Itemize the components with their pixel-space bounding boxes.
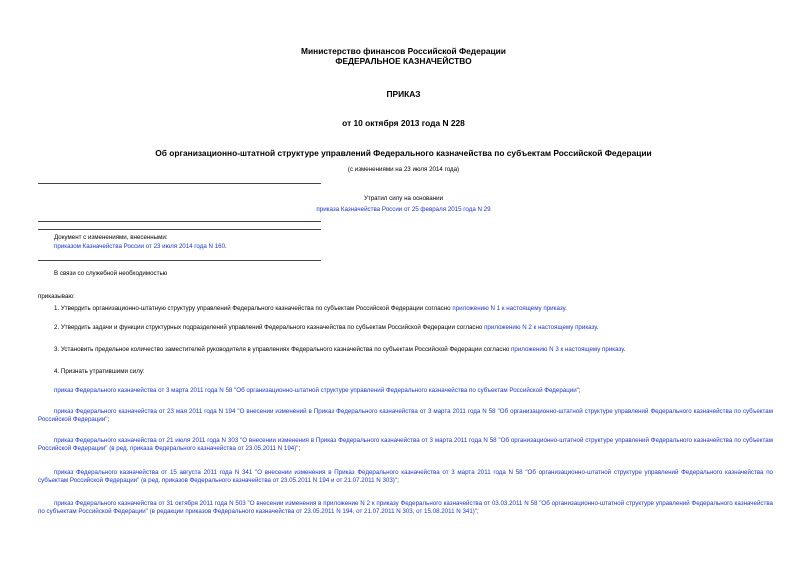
repeal-item-4: приказ Федерального казначейства от 15 августа 2011 года N 341 "О внесении изменения в Приказ Федерального казначейства от 3 марта 2011 года N 58 "Об организационно-штатной структуре управлений Федерального казначейства по субъектам Российской Федерации" (в ред. приказов Федерального казначейства от 23.05.2011 N 194 и от 21.07.2011 N 303)";	[38, 469, 773, 485]
order-word: приказываю:	[38, 293, 75, 300]
doc-type: ПРИКАЗ	[386, 89, 421, 99]
item-2: 2. Утвердить задачи и функции структурных подразделений управлений Федерального казначейства по субъектам Российской Федерации согласно приложению N 2 к настоящему приказу.	[54, 324, 599, 331]
intro-text: В связи со служебной необходимостью	[54, 270, 168, 277]
appendix-2-link[interactable]: приложению N 2 к настоящему приказу	[484, 324, 597, 331]
doc-title: Об организационно-штатной структуре управлений Федерального казначейства по субъектам Российской Федерации	[155, 148, 652, 158]
doc-date: от 10 октября 2013 года N 228	[342, 118, 465, 128]
changes-link[interactable]: приказом Казначейства России от 23 июля 2014 года N 160	[54, 243, 226, 250]
changes-label: Документ с изменениями, внесенными:	[54, 234, 168, 241]
repeal-5-link[interactable]: приказ Федерального казначейства от 31 октября 2011 года N 503 "О внесении изменения в приложение N 2 к приказу Федерального казначейства от 03.03.2011 N 58 "Об организационно-штатной структуре управлений Федерального казначейства по субъектам Российской Федерации" (в редакции приказов Федерального казначейства от 23.05.2011 N 194, от 21.07.2011 N 303, от 15.08.2011 N 341)"	[38, 500, 773, 516]
divider	[38, 260, 321, 261]
agency-name: ФЕДЕРАЛЬНОЕ КАЗНАЧЕЙСТВО	[335, 56, 472, 66]
status-line: Утратил силу на основании	[363, 195, 444, 202]
repeal-2-link[interactable]: приказ Федерального казначейства от 23 мая 2011 года N 194 "О внесении изменений в Приказ Федерального казначейства от 3 марта 2011 года N 58 "Об организационно-штатной структуре управлений Федерального казначейства по субъектам Российской Федерации"	[38, 408, 773, 424]
ministry-name: Министерство финансов Российской Федерации	[301, 46, 506, 56]
appendix-1-link[interactable]: приложению N 1 к настоящему приказу	[452, 305, 566, 312]
repeal-4-link[interactable]: приказ Федерального казначейства от 15 августа 2011 года N 341 "О внесении изменения в Приказ Федерального казначейства от 3 марта 2011 года N 58 "Об организационно-штатной структуре управлений Федерального казначейства по субъектам Российской Федерации" (в ред. приказов Федерального казначейства от 23.05.2011 N 194 и от 21.07.2011 N 303)"	[38, 469, 773, 485]
repeal-item-2: приказ Федерального казначейства от 23 мая 2011 года N 194 "О внесении изменений в Приказ Федерального казначейства от 3 марта 2011 года N 58 "Об организационно-штатной структуре управлений Федерального казначейства по субъектам Российской Федерации";	[38, 408, 773, 424]
appendix-3-link[interactable]: приложению N 3 к настоящему приказу	[511, 346, 624, 353]
divider	[38, 229, 321, 230]
item-1: 1. Утвердить организационно-штатную структуру управлений Федерального казначейства по субъектам Российской Федерации согласно приложению N 1 к настоящему приказу.	[54, 305, 567, 312]
divider	[38, 183, 321, 184]
item-4: 4. Признать утратившими силу:	[54, 368, 145, 375]
repeal-item-1: приказ Федерального казначейства от 3 марта 2011 года N 58 "Об организационно-штатной структуре управлений Федерального казначейства по субъектам Российской Федерации";	[54, 387, 581, 394]
repeal-basis-link[interactable]: приказа Казначейства России от 25 февраля 2015 года N 29	[316, 206, 491, 213]
changes-line: приказом Казначейства России от 23 июля 2014 года N 160.	[54, 243, 227, 250]
repeal-item-3: приказ Федерального казначейства от 21 июля 2011 года N 303 "О внесении изменения в Приказ Федерального казначейства от 3 марта 2011 года N 58 "Об организационно-штатной структуре управлений Федерального казначейства по субъектам Российской Федерации" (в ред. приказа Федерального казначейства от 23.05.2011 N 194)";	[38, 437, 773, 453]
revision-note: (с изменениями на 23 июля 2014 года)	[347, 166, 460, 173]
repeal-1-link[interactable]: приказ Федерального казначейства от 3 марта 2011 года N 58 "Об организационно-штатной структуре управлений Федерального казначейства по субъектам Российской Федерации"	[54, 387, 579, 394]
item-3: 3. Установить предельное количество заместителей руководителя в управлениях Федерального казначейства по субъектам Российской Федерации согласно приложению N 3 к настоящему приказу.	[54, 346, 626, 353]
repeal-3-link[interactable]: приказ Федерального казначейства от 21 июля 2011 года N 303 "О внесении изменения в Приказ Федерального казначейства от 3 марта 2011 года N 58 "Об организационно-штатной структуре управлений Федерального казначейства по субъектам Российской Федерации" (в ред. приказа Федерального казначейства от 23.05.2011 N 194)"	[38, 437, 773, 453]
repeal-item-5: приказ Федерального казначейства от 31 октября 2011 года N 503 "О внесении изменения в приложение N 2 к приказу Федерального казначейства от 03.03.2011 N 58 "Об организационно-штатной структуре управлений Федерального казначейства по субъектам Российской Федерации" (в редакции приказов Федерального казначейства от 23.05.2011 N 194, от 21.07.2011 N 303, от 15.08.2011 N 341)";	[38, 500, 773, 516]
divider	[38, 221, 321, 222]
